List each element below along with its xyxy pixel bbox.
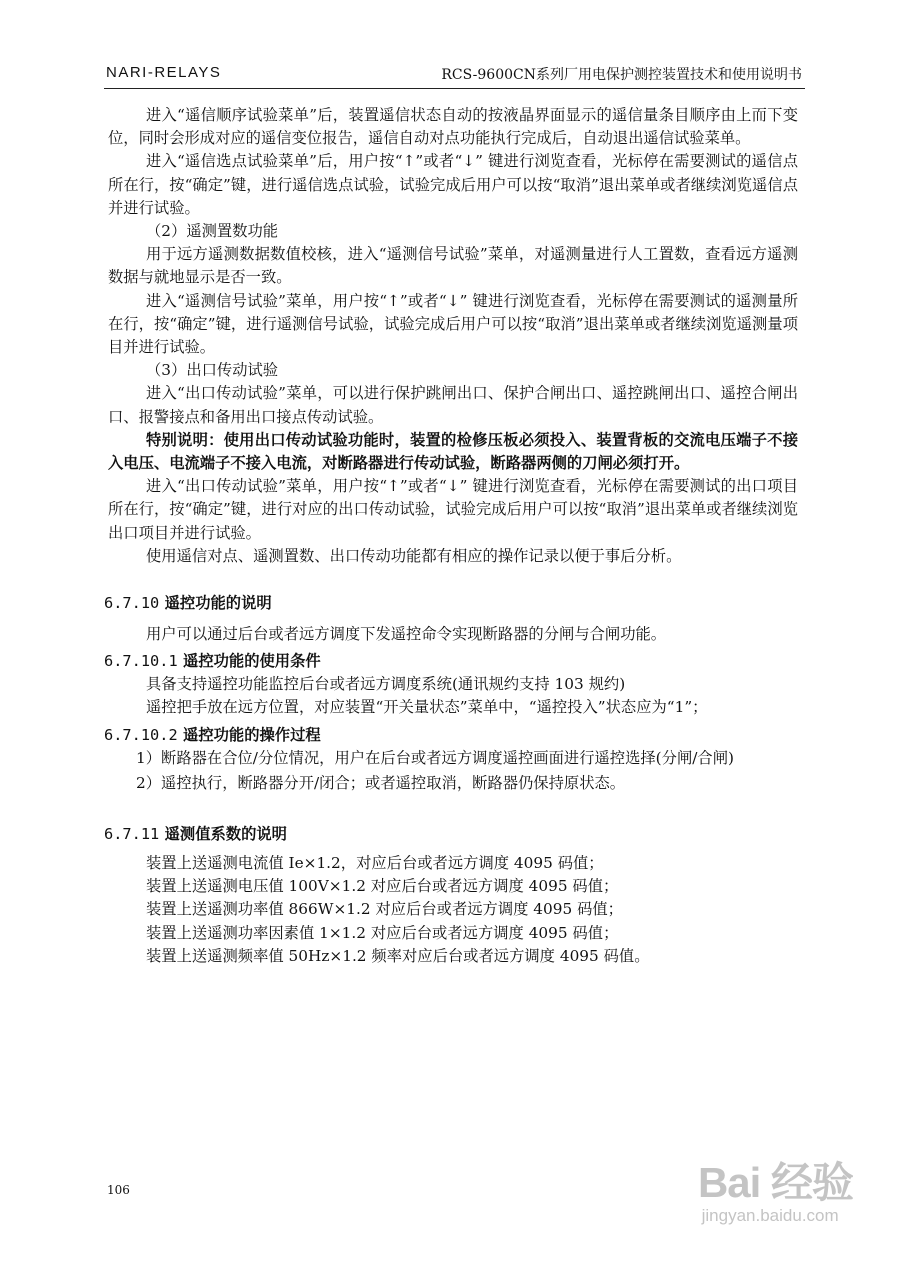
section-number: 6.7.11	[104, 825, 160, 844]
coefficient-line: 装置上送遥测电压值 100V×1.2 对应后台或者远方调度 4095 码值；	[146, 877, 619, 896]
section-number: 6.7.10	[104, 594, 160, 613]
coefficient-line: 装置上送遥测电流值 Ie×1.2，对应后台或者远方调度 4095 码值；	[146, 854, 604, 873]
section-title: 遥控功能的使用条件	[183, 652, 321, 671]
section-heading-6-7-10	[104, 592, 798, 615]
section-title: 遥控功能的说明	[164, 594, 272, 613]
header-brand: NARI-RELAYS	[106, 64, 222, 81]
section-title: 遥控功能的操作过程	[183, 725, 321, 744]
section-heading-6-7-10-1	[104, 650, 798, 673]
section-heading-6-7-11	[104, 823, 798, 846]
coefficient-line: 装置上送遥测功率因素值 1×1.2 对应后台或者远方调度 4095 码值；	[146, 923, 619, 942]
watermark-main-text: Bai 经验	[697, 1159, 853, 1206]
watermark-logo	[687, 1150, 853, 1210]
paragraph: 用于远方遥测数据数值校核，进入“遥测信号试验”菜单，对遥测量进行人工置数，查看远方遥测数据与就地显示是否一致。	[108, 245, 798, 287]
section-heading-6-7-10-2	[104, 724, 798, 747]
coefficient-list	[108, 852, 798, 968]
page-number: 106	[107, 1183, 130, 1197]
list-item: 2）遥控执行，断路器分开/闭合；或者遥控取消，断路器仍保持原状态。	[136, 773, 626, 792]
paragraph: 遥控把手放在远方位置，对应装置“开关量状态”菜单中，“遥控投入”状态应为“1”；	[146, 698, 708, 717]
subsection-heading: （3）出口传动试验	[146, 361, 279, 380]
subsection-heading: （2）遥测置数功能	[146, 222, 279, 241]
special-note: 特别说明：使用出口传动试验功能时，装置的检修压板必须投入、装置背板的交流电压端子不接入电压、电流端子不接入电流，对断路器进行传动试验，断路器两侧的刀闸必须打开。	[108, 430, 798, 473]
list-item: 1）断路器在合位/分位情况，用户在后台或者远方调度遥控画面进行遥控选择(分闸/合闸)	[136, 748, 734, 767]
paragraph: 进入“遥测信号试验”菜单，用户按“↑”或者“↓” 键进行浏览查看，光标停在需要测试的遥测量所在行，按“确定”键，进行遥测信号试验，试验完成后用户可以按“取消”退出菜单或者继续浏览遥测量项目并进行试验。	[108, 291, 798, 357]
coefficient-line: 装置上送遥测频率值 50Hz×1.2 频率对应后台或者远方调度 4095 码值。	[146, 946, 650, 965]
paragraph: 进入“出口传动试验”菜单，可以进行保护跳闸出口、保护合闸出口、遥控跳闸出口、遥控合闸出口、报警接点和备用出口接点传动试验。	[108, 384, 798, 426]
paragraph: 具备支持遥控功能监控后台或者远方调度系统(通讯规约支持 103 规约)	[146, 675, 626, 694]
paragraph: 进入“遥信选点试验菜单”后，用户按“↑”或者“↓” 键进行浏览查看，光标停在需要测试的遥信点所在行，按“确定”键，进行遥信选点试验，试验完成后用户可以按“取消”退出菜单或者继续浏览遥信点并进行试验。	[108, 152, 798, 217]
paragraph: 使用遥信对点、遥测置数、出口传动功能都有相应的操作记录以便于事后分析。	[146, 546, 682, 565]
coefficient-line: 装置上送遥测功率值 866W×1.2 对应后台或者远方调度 4095 码值；	[146, 900, 623, 919]
header-divider	[104, 88, 805, 89]
document-body	[104, 104, 798, 968]
paragraph: 进入“出口传动试验”菜单，用户按“↑”或者“↓” 键进行浏览查看，光标停在需要测试的出口项目所在行，按“确定”键，进行对应的出口传动试验，试验完成后用户可以按“取消”退出菜单或者继续浏览出口项目并进行试验。	[108, 477, 798, 542]
section-number: 6.7.10.1	[104, 652, 178, 671]
paragraph: 用户可以通过后台或者远方调度下发遥控命令实现断路器的分闸与合闸功能。	[146, 625, 667, 644]
watermark-url: jingyan.baidu.com	[701, 1206, 839, 1225]
section-title: 遥测值系数的说明	[164, 825, 287, 844]
section-number: 6.7.10.2	[104, 725, 178, 744]
baidu-watermark	[687, 1150, 853, 1226]
paragraph: 进入“遥信顺序试验菜单”后，装置遥信状态自动的按液晶界面显示的遥信量条目顺序由上而下变位，同时会形成对应的遥信变位报告，遥信自动对点功能执行完成后，自动退出遥信试验菜单。	[108, 106, 798, 148]
header-manual-title: RCS-9600CN系列厂用电保护测控装置技术和使用说明书	[441, 67, 802, 83]
